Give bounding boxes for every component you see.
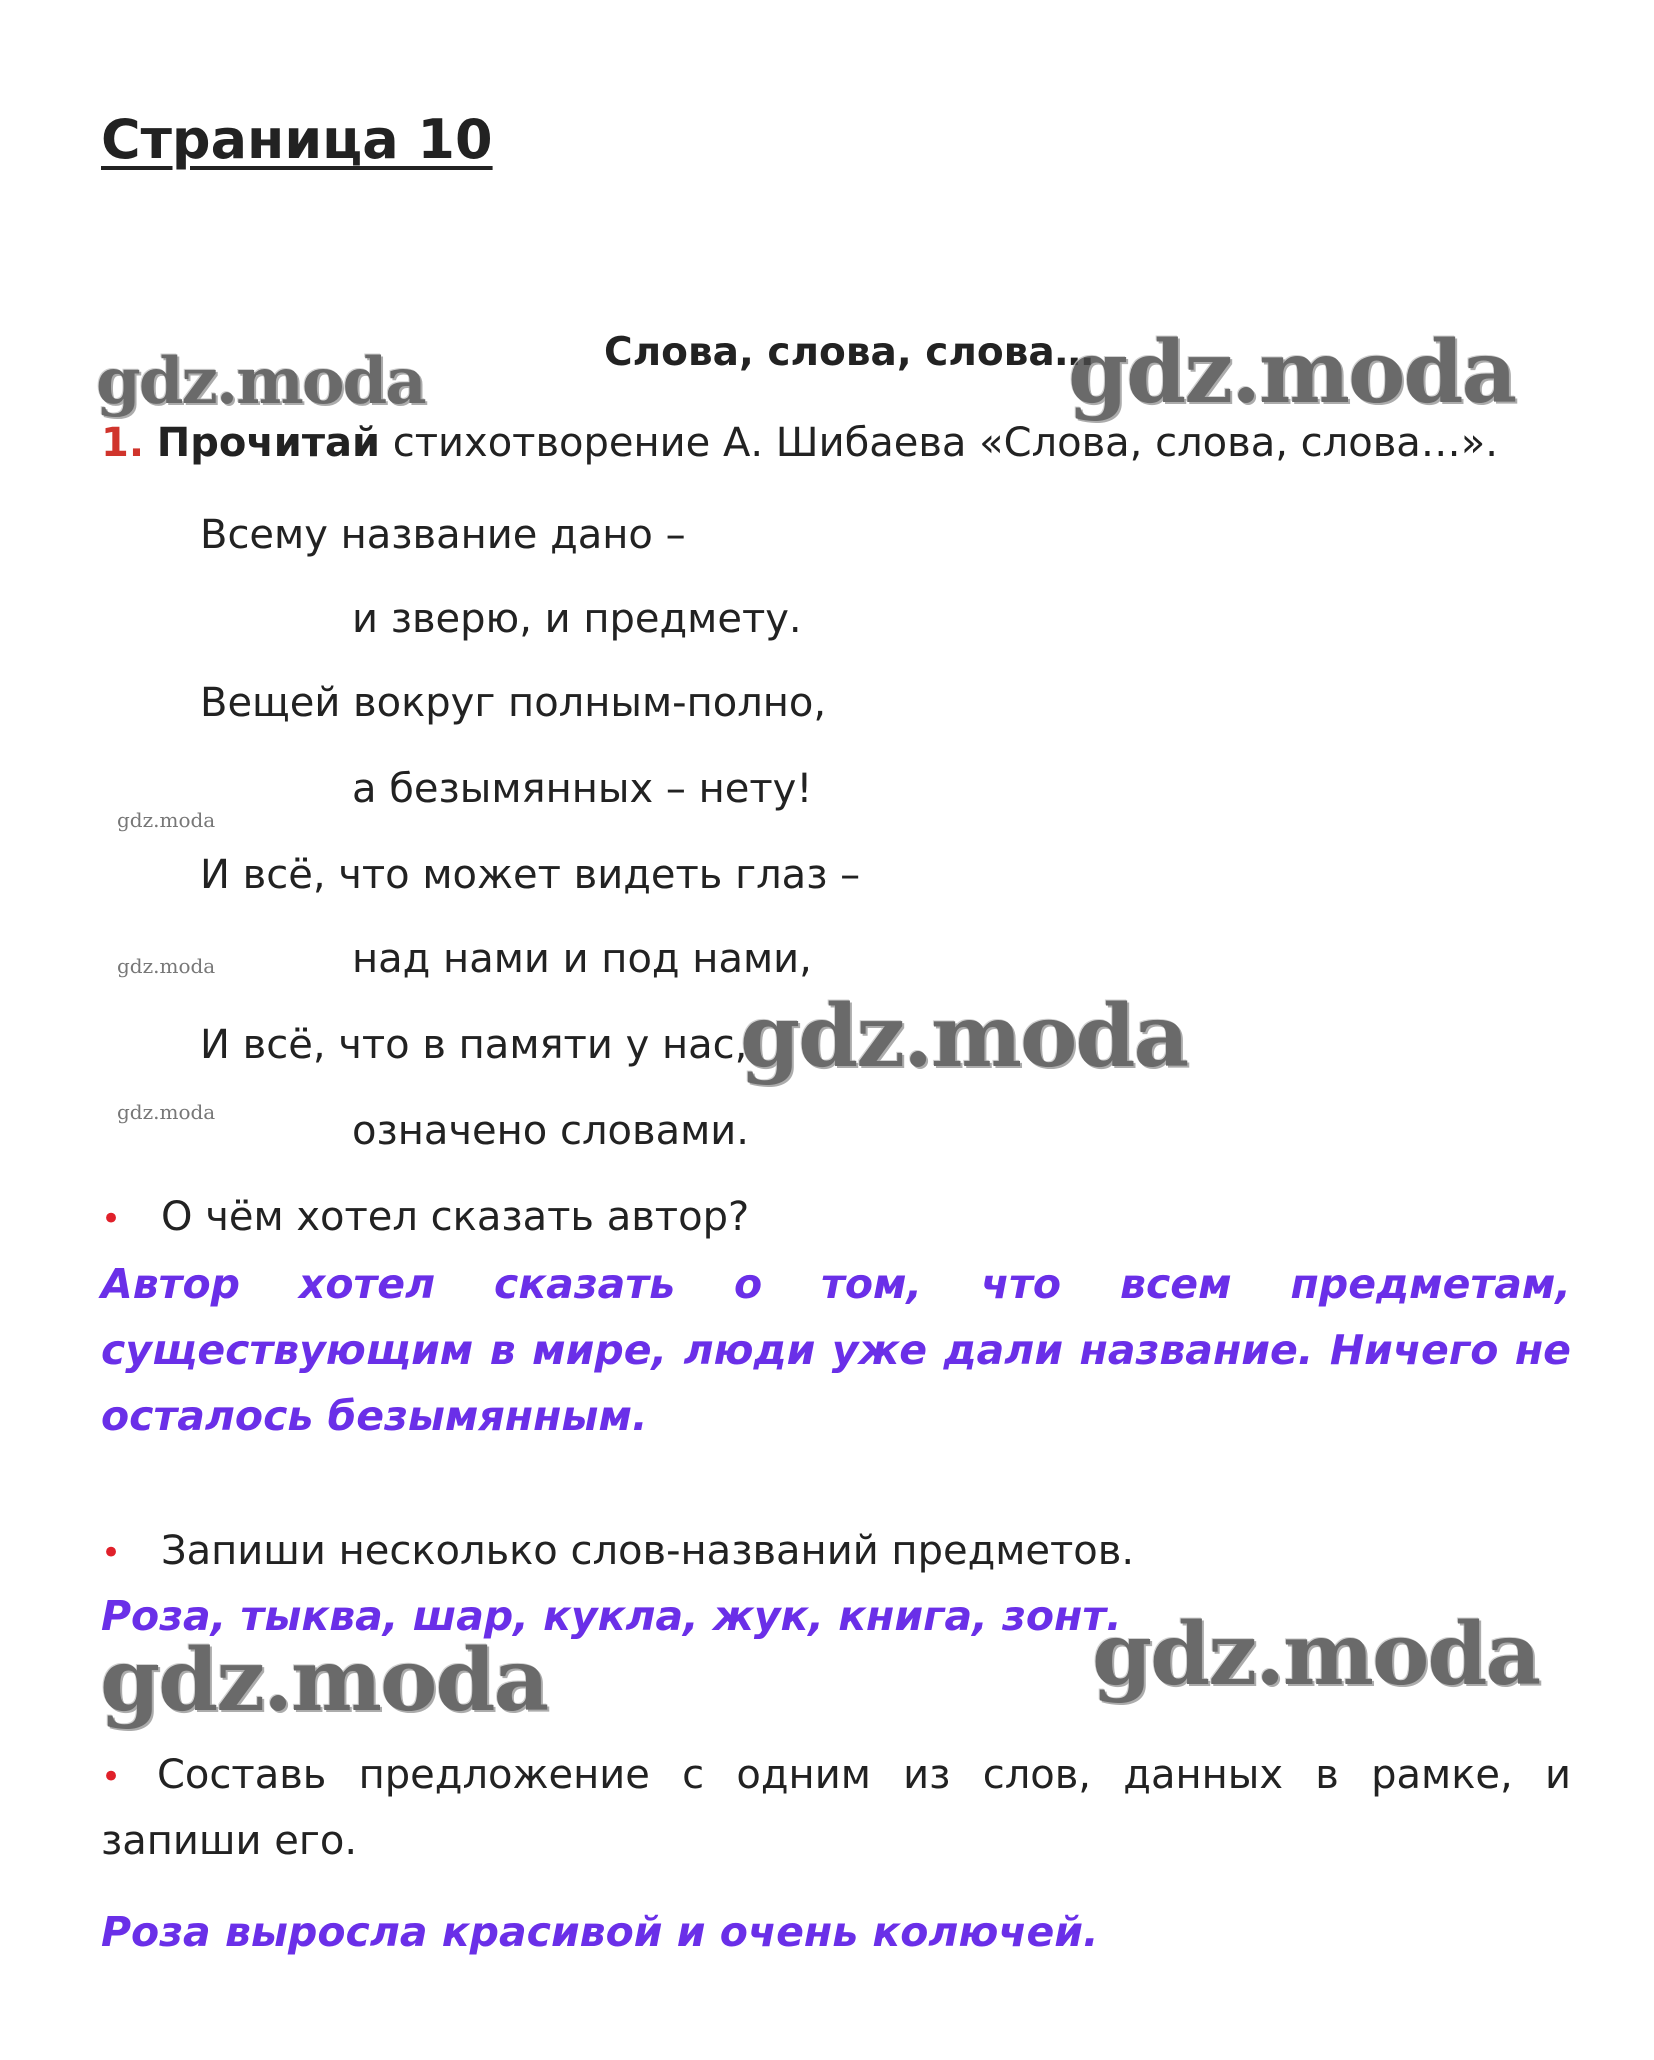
answer-1-line: существующим в мире, люди уже дали название. Ничего не bbox=[101, 1326, 1571, 1374]
answer-1-line: Автор хотел сказать о том, что всем предметам, bbox=[101, 1260, 1571, 1308]
watermark-logo: gdz.moda bbox=[1092, 1604, 1540, 1705]
bullet-icon: • bbox=[101, 1757, 122, 1797]
task-verb: Прочитай bbox=[156, 420, 381, 466]
answer-2: Роза, тыква, шар, кукла, жук, книга, зонт. bbox=[101, 1592, 1122, 1640]
question-2 bbox=[101, 1528, 1134, 1574]
answer-1-line: осталось безымянным. bbox=[101, 1392, 648, 1440]
question-1-text: О чём хотел сказать автор? bbox=[161, 1194, 750, 1240]
answer-3: Роза выросла красивой и очень колючей. bbox=[101, 1908, 1099, 1956]
question-1 bbox=[101, 1194, 749, 1240]
task-instruction bbox=[101, 420, 1498, 466]
watermark-logo: gdz.moda bbox=[1068, 322, 1516, 423]
question-3-text: Составь предложение с одним из слов, данных в рамке, и bbox=[157, 1752, 1571, 1798]
question-3-line1 bbox=[101, 1752, 1571, 1798]
watermark-logo: gdz.moda bbox=[100, 1630, 548, 1731]
bullet-icon: • bbox=[101, 1199, 122, 1239]
watermark-logo: gdz.moda bbox=[117, 954, 216, 978]
poem-line: Всему название дано – bbox=[200, 512, 686, 558]
poem-line: И всё, что может видеть глаз – bbox=[200, 852, 861, 898]
section-title: Слова, слова, слова… bbox=[604, 330, 1094, 375]
watermark-logo: gdz.moda bbox=[117, 1100, 216, 1124]
task-number: 1. bbox=[101, 420, 145, 466]
watermark-logo: gdz.moda bbox=[117, 808, 216, 832]
poem-line: И всё, что в памяти у нас, bbox=[200, 1022, 748, 1068]
watermark-logo: gdz.moda bbox=[740, 986, 1188, 1087]
poem-line: Вещей вокруг полным-полно, bbox=[200, 680, 827, 726]
question-2-text: Запиши несколько слов-названий предметов. bbox=[161, 1528, 1135, 1574]
task-text: стихотворение А. Шибаева «Слова, слова, слова…». bbox=[380, 420, 1498, 466]
poem-line: и зверю, и предмету. bbox=[352, 596, 802, 642]
watermark-logo: gdz.moda bbox=[96, 344, 425, 419]
question-3-line2: запиши его. bbox=[101, 1818, 358, 1864]
poem-line: над нами и под нами, bbox=[352, 936, 812, 982]
poem-line: а безымянных – нету! bbox=[352, 766, 813, 812]
bullet-icon: • bbox=[101, 1533, 122, 1573]
page-title: Страница 10 bbox=[101, 108, 493, 171]
poem-line: означено словами. bbox=[352, 1108, 749, 1154]
